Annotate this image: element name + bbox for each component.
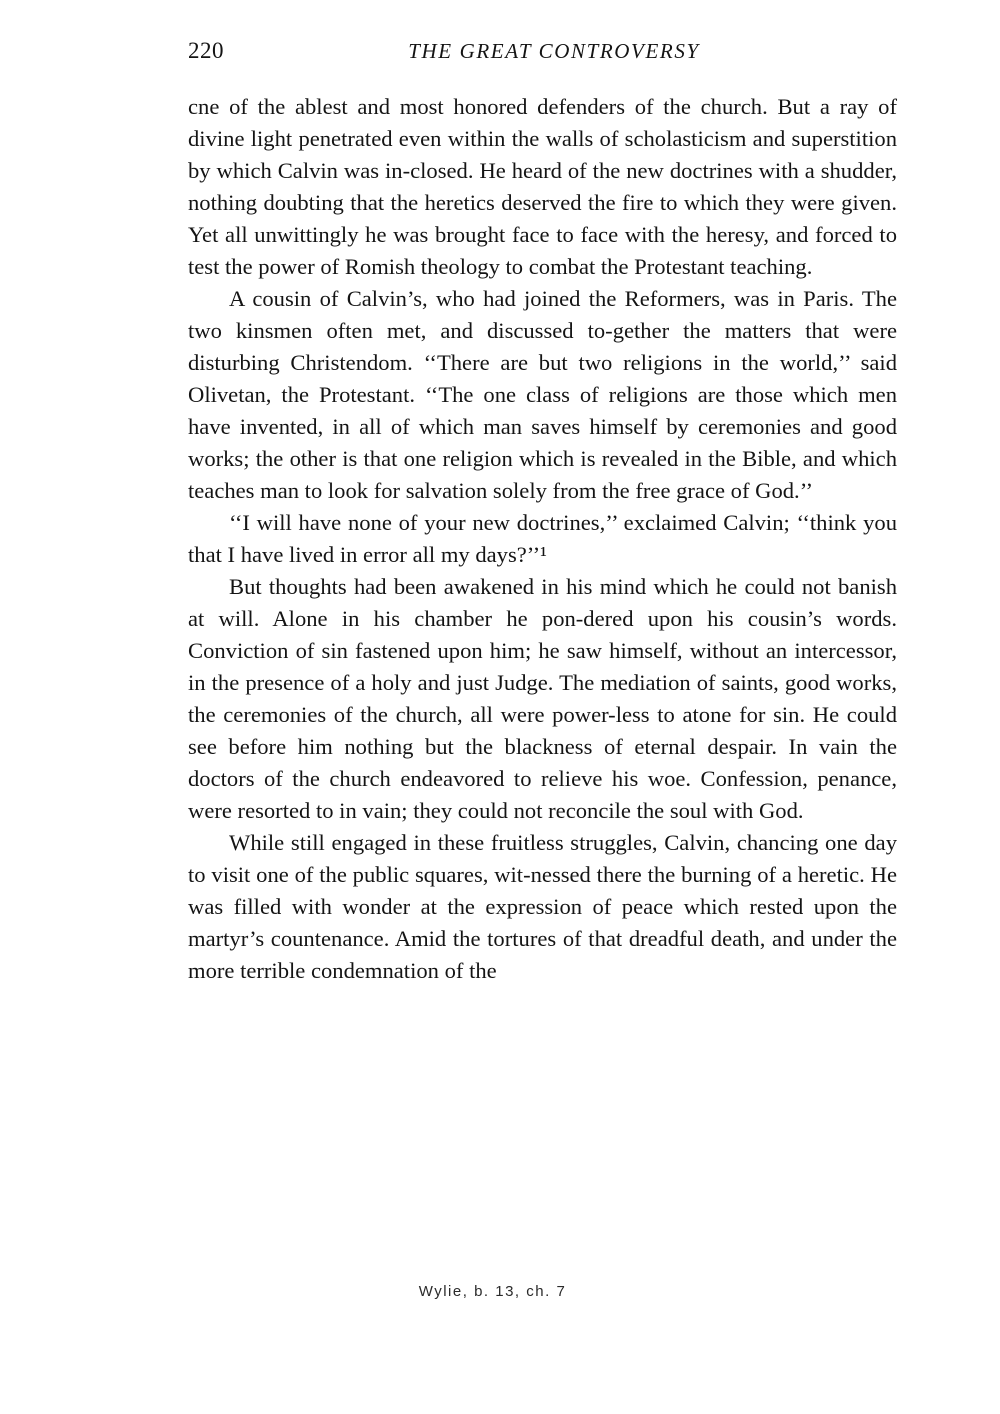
footnote: Wylie, b. 13, ch. 7 (418, 1283, 567, 1300)
paragraph: But thoughts had been awakened in his mind which he could not banish at will. Alone in his chamber he pon-dered upon his cousin’s words. Conviction of sin fastened upon him; he saw himself, without an intercessor, in the presence of a holy and just Judge. The mediation of saints, good works, the ceremonies of the church, all were power-less to atone for sin. He could see before him nothing but the blackness of eternal despair. In vain the doctors of the church endeavored to relieve his woe. Confession, penance, were resorted to in vain; they could not reconcile the soul with God. (188, 574, 897, 823)
paragraph: While still engaged in these fruitless struggles, Calvin, chancing one day to visit one of the public squares, wit-nessed there the burning of a heretic. He was filled with wonder at the expression of peace which rested upon the martyr’s countenance. Amid the tortures of that dreadful death, and under the more terrible condemnation of the (188, 830, 897, 983)
paragraph: ‘‘I will have none of your new doctrines,’’ exclaimed Calvin; ‘‘think you that I have lived in error all my days?’’¹ (188, 510, 897, 567)
page-number: 220 (188, 38, 224, 63)
book-title: THE GREAT CONTROVERSY (408, 39, 700, 63)
body-text (188, 91, 897, 987)
paragraph: cne of the ablest and most honored defenders of the church. But a ray of divine light penetrated even within the walls of scholasticism and superstition by which Calvin was in-closed. He heard of the new doctrines with a shudder, nothing doubting that the heretics deserved the fire to which they were given. Yet all unwittingly he was brought face to face with the heresy, and forced to test the power of Romish theology to combat the Protestant teaching. (188, 94, 897, 279)
running-head (188, 38, 900, 70)
paragraph: A cousin of Calvin’s, who had joined the Reformers, was in Paris. The two kinsmen often met, and discussed to-gether the matters that were disturbing Christendom. ‘‘There are but two religions in the world,’’ said Olivetan, the Protestant. ‘‘The one class of religions are those which men have invented, in all of which man saves himself by ceremonies and good works; the other is that one religion which is revealed in the Bible, and which teaches man to look for salvation solely from the free grace of God.’’ (188, 286, 897, 503)
